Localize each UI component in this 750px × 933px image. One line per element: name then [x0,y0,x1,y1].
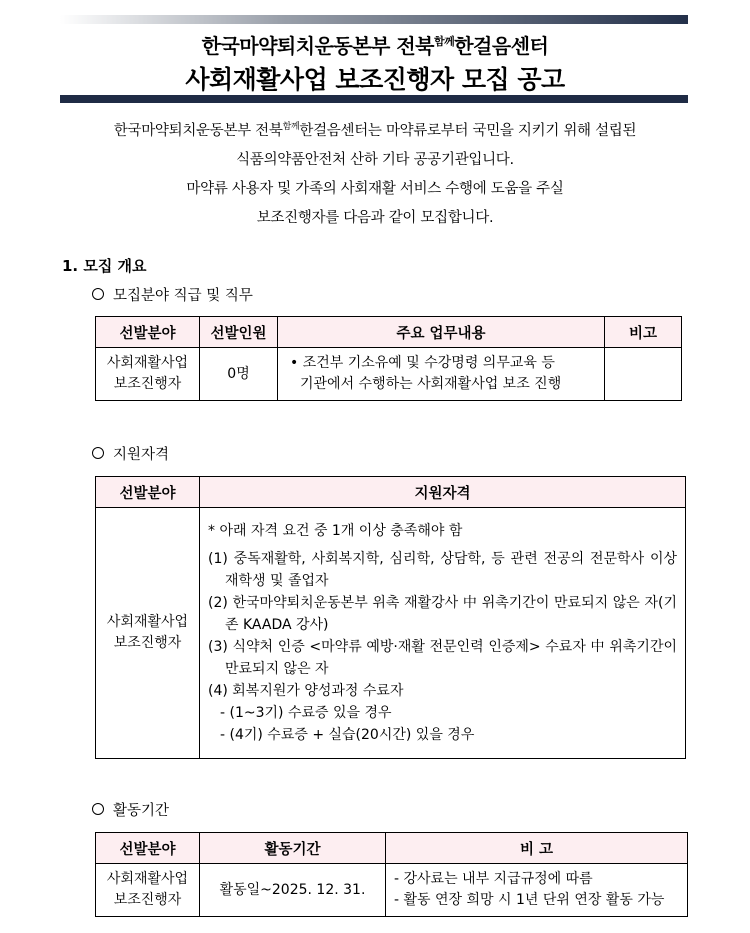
section-heading: 1. 모집 개요 [62,257,147,275]
qualification-item: (1) 중독재활학, 사회복지학, 심리학, 상담학, 등 관련 전공의 전문학사 이상 재학생 및 졸업자 [208,551,677,589]
table-header-cell: 선발분야 [96,317,200,348]
subsection-qualifications [92,443,169,464]
subsection-qualifications-label: 지원자격 [113,447,170,463]
table-row [96,508,686,759]
title-org-name: 한국마약퇴치운동본부 전북 [201,34,434,58]
field-name-line1: 사회재활사업 [106,614,189,630]
table-row [96,864,688,917]
table-header-cell: 선발분야 [96,477,200,508]
circle-bullet-icon [92,288,104,300]
circle-bullet-icon [92,803,104,815]
period-note-line1: - 강사료는 내부 지급규정에 따름 [394,871,593,887]
qualification-item: (4) 회복지원가 양성과정 수료자 [208,683,404,699]
period-table [95,832,688,917]
duty-cell [278,348,605,401]
table-header-cell: 비고 [605,317,682,348]
period-cell: 활동일~2025. 12. 31. [200,864,386,917]
subsection-period-label: 활동기간 [113,803,170,819]
table-header-row [96,317,682,348]
circle-bullet-icon [92,447,104,459]
subsection-positions-label: 모집분야 직급 및 직무 [113,288,253,304]
table-header-cell: 주요 업무내용 [278,317,605,348]
qualification-note: * 아래 자격 요건 중 1개 이상 충족해야 함 [208,523,463,539]
table-header-cell: 선발인원 [200,317,278,348]
period-note-line2: - 활동 연장 희망 시 1년 단위 연장 활동 가능 [394,892,665,908]
field-cell [96,508,200,759]
duty-text [286,353,596,395]
field-name-line2: 보조진행자 [113,635,182,651]
title-superscript: 함께 [433,35,455,48]
intro-line-1 [40,113,710,146]
table-header-cell: 활동기간 [200,833,386,864]
intro-line-3: 마약류 사용자 및 가족의 사회재활 서비스 수행에 도움을 주실 [186,181,564,197]
field-cell [96,864,200,917]
table-header-cell: 비 고 [386,833,688,864]
field-cell [96,348,200,401]
period-note-cell [386,864,688,917]
qualifications-cell [200,508,686,759]
field-name-line2: 보조진행자 [113,892,182,908]
note-cell [605,348,682,401]
table-header-cell: 지원자격 [200,477,686,508]
intro-line-4: 보조진행자를 다음과 같이 모집합니다. [256,210,494,226]
intro-paragraph [40,113,710,233]
intro-line-1-rest: 한걸음센터는 마약류로부터 국민을 지키기 위해 설립된 [299,123,637,139]
qualification-item: (2) 한국마약퇴치운동본부 위촉 재활강사 中 위촉기간이 만료되지 않은 자(기존 KAADA 강사) [208,595,677,633]
header-top-bar [60,15,688,24]
qualifications-table [95,476,686,759]
subsection-period [92,799,169,820]
qualification-subitem: - (4기) 수료증 + 실습(20시간) 있을 경우 [220,727,475,743]
subsection-positions [92,284,253,305]
title-center-name: 한걸음센터 [454,34,549,58]
table-row [96,348,682,401]
positions-table [95,316,682,401]
intro-line-2: 식품의약품안전처 산하 기타 공공기관입니다. [236,152,514,168]
field-name-line1: 사회재활사업 [106,355,189,371]
count-cell: 0명 [200,348,278,401]
qualification-item: (3) 식약처 인증 <마약류 예방·재활 전문인력 인증제> 수료자 中 위촉기간이 만료되지 않은 자 [208,639,677,677]
intro-superscript: 함께 [282,122,300,132]
intro-org: 한국마약퇴치운동본부 전북 [113,123,283,139]
header-bottom-bar [60,95,688,103]
table-header-row [96,833,688,864]
header-organization-title [0,30,750,59]
page-title: 사회재활사업 보조진행자 모집 공고 [185,65,565,94]
field-name-line1: 사회재활사업 [106,871,189,887]
duty-line2: 기관에서 수행하는 사회재활사업 보조 진행 [300,376,562,392]
field-name-line2: 보조진행자 [113,376,182,392]
table-header-cell: 선발분야 [96,833,200,864]
qualification-subitem: - (1~3기) 수료증 있을 경우 [220,705,392,721]
table-header-row [96,477,686,508]
duty-line1: • 조건부 기소유예 및 수강명령 의무교육 등 [290,355,555,371]
